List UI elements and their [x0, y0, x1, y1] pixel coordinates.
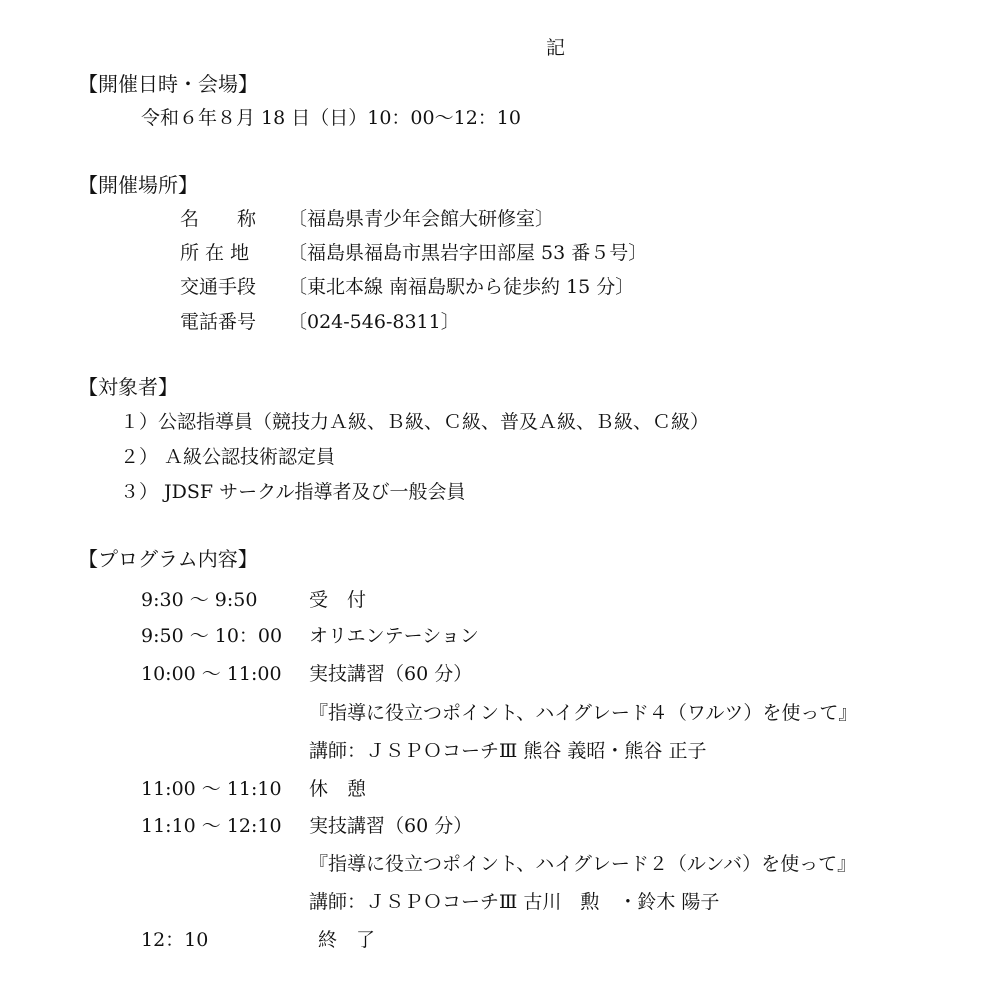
program-desc-6: 終 了	[318, 929, 376, 951]
program-time-6: 12：10	[141, 929, 209, 951]
program-heading: 【プログラム内容】	[78, 547, 258, 571]
program-desc-2: オリエンテーション	[309, 625, 479, 647]
program-desc-4: 休 憩	[309, 778, 367, 800]
datetime-heading: 【開催日時・会場】	[78, 72, 258, 96]
target-item-2: ２） Ａ級公認技術認定員	[120, 446, 336, 468]
venue-label-name: 名 称	[180, 208, 257, 230]
venue-value-name: 〔福島県青少年会館大研修室〕	[288, 208, 555, 230]
program-time-4: 11:00 ～ 11:10	[141, 778, 282, 800]
program-desc-3: 実技講習（60 分）	[309, 663, 473, 685]
program-theme-2: 『指導に役立つポイント、ハイグレード２（ルンバ）を使って』	[309, 853, 857, 875]
program-time-3: 10:00 ～ 11:00	[141, 663, 282, 685]
venue-heading: 【開催場所】	[78, 173, 198, 197]
target-item-1: １）公認指導員（競技力Ａ級、Ｂ級、Ｃ級、普及Ａ級、Ｂ級、Ｃ級）	[120, 411, 710, 433]
program-time-5: 11:10 ～ 12:10	[141, 815, 282, 837]
datetime-value: 令和６年８月 18 日（日）10：00～12：10	[141, 107, 521, 129]
program-desc-1: 受 付	[309, 589, 367, 611]
venue-label-address: 所 在 地	[180, 242, 250, 264]
venue-value-access: 〔東北本線 南福島駅から徒歩約 15 分〕	[288, 276, 635, 298]
target-item-3: ３） JDSF サークル指導者及び一般会員	[120, 481, 466, 503]
program-time-2: 9:50 ～ 10：00	[141, 625, 283, 647]
venue-value-phone: 〔024-546-8311〕	[288, 311, 460, 333]
program-time-1: 9:30 ～ 9:50	[141, 589, 258, 611]
venue-label-phone: 電話番号	[180, 311, 257, 333]
program-desc-5: 実技講習（60 分）	[309, 815, 473, 837]
venue-value-address: 〔福島県福島市黒岩字田部屋 53 番５号〕	[288, 242, 648, 264]
venue-label-access: 交通手段	[180, 276, 257, 298]
program-theme-1: 『指導に役立つポイント、ハイグレード４（ワルツ）を使って』	[309, 702, 858, 724]
program-lecturer-1: 講師：ＪＳＰＯコーチⅢ 熊谷 義昭・熊谷 正子	[309, 740, 707, 762]
target-heading: 【対象者】	[78, 375, 178, 399]
program-lecturer-2: 講師：ＪＳＰＯコーチⅢ 古川 勲 ・鈴木 陽子	[309, 891, 720, 913]
ki-heading: 記	[546, 37, 566, 59]
